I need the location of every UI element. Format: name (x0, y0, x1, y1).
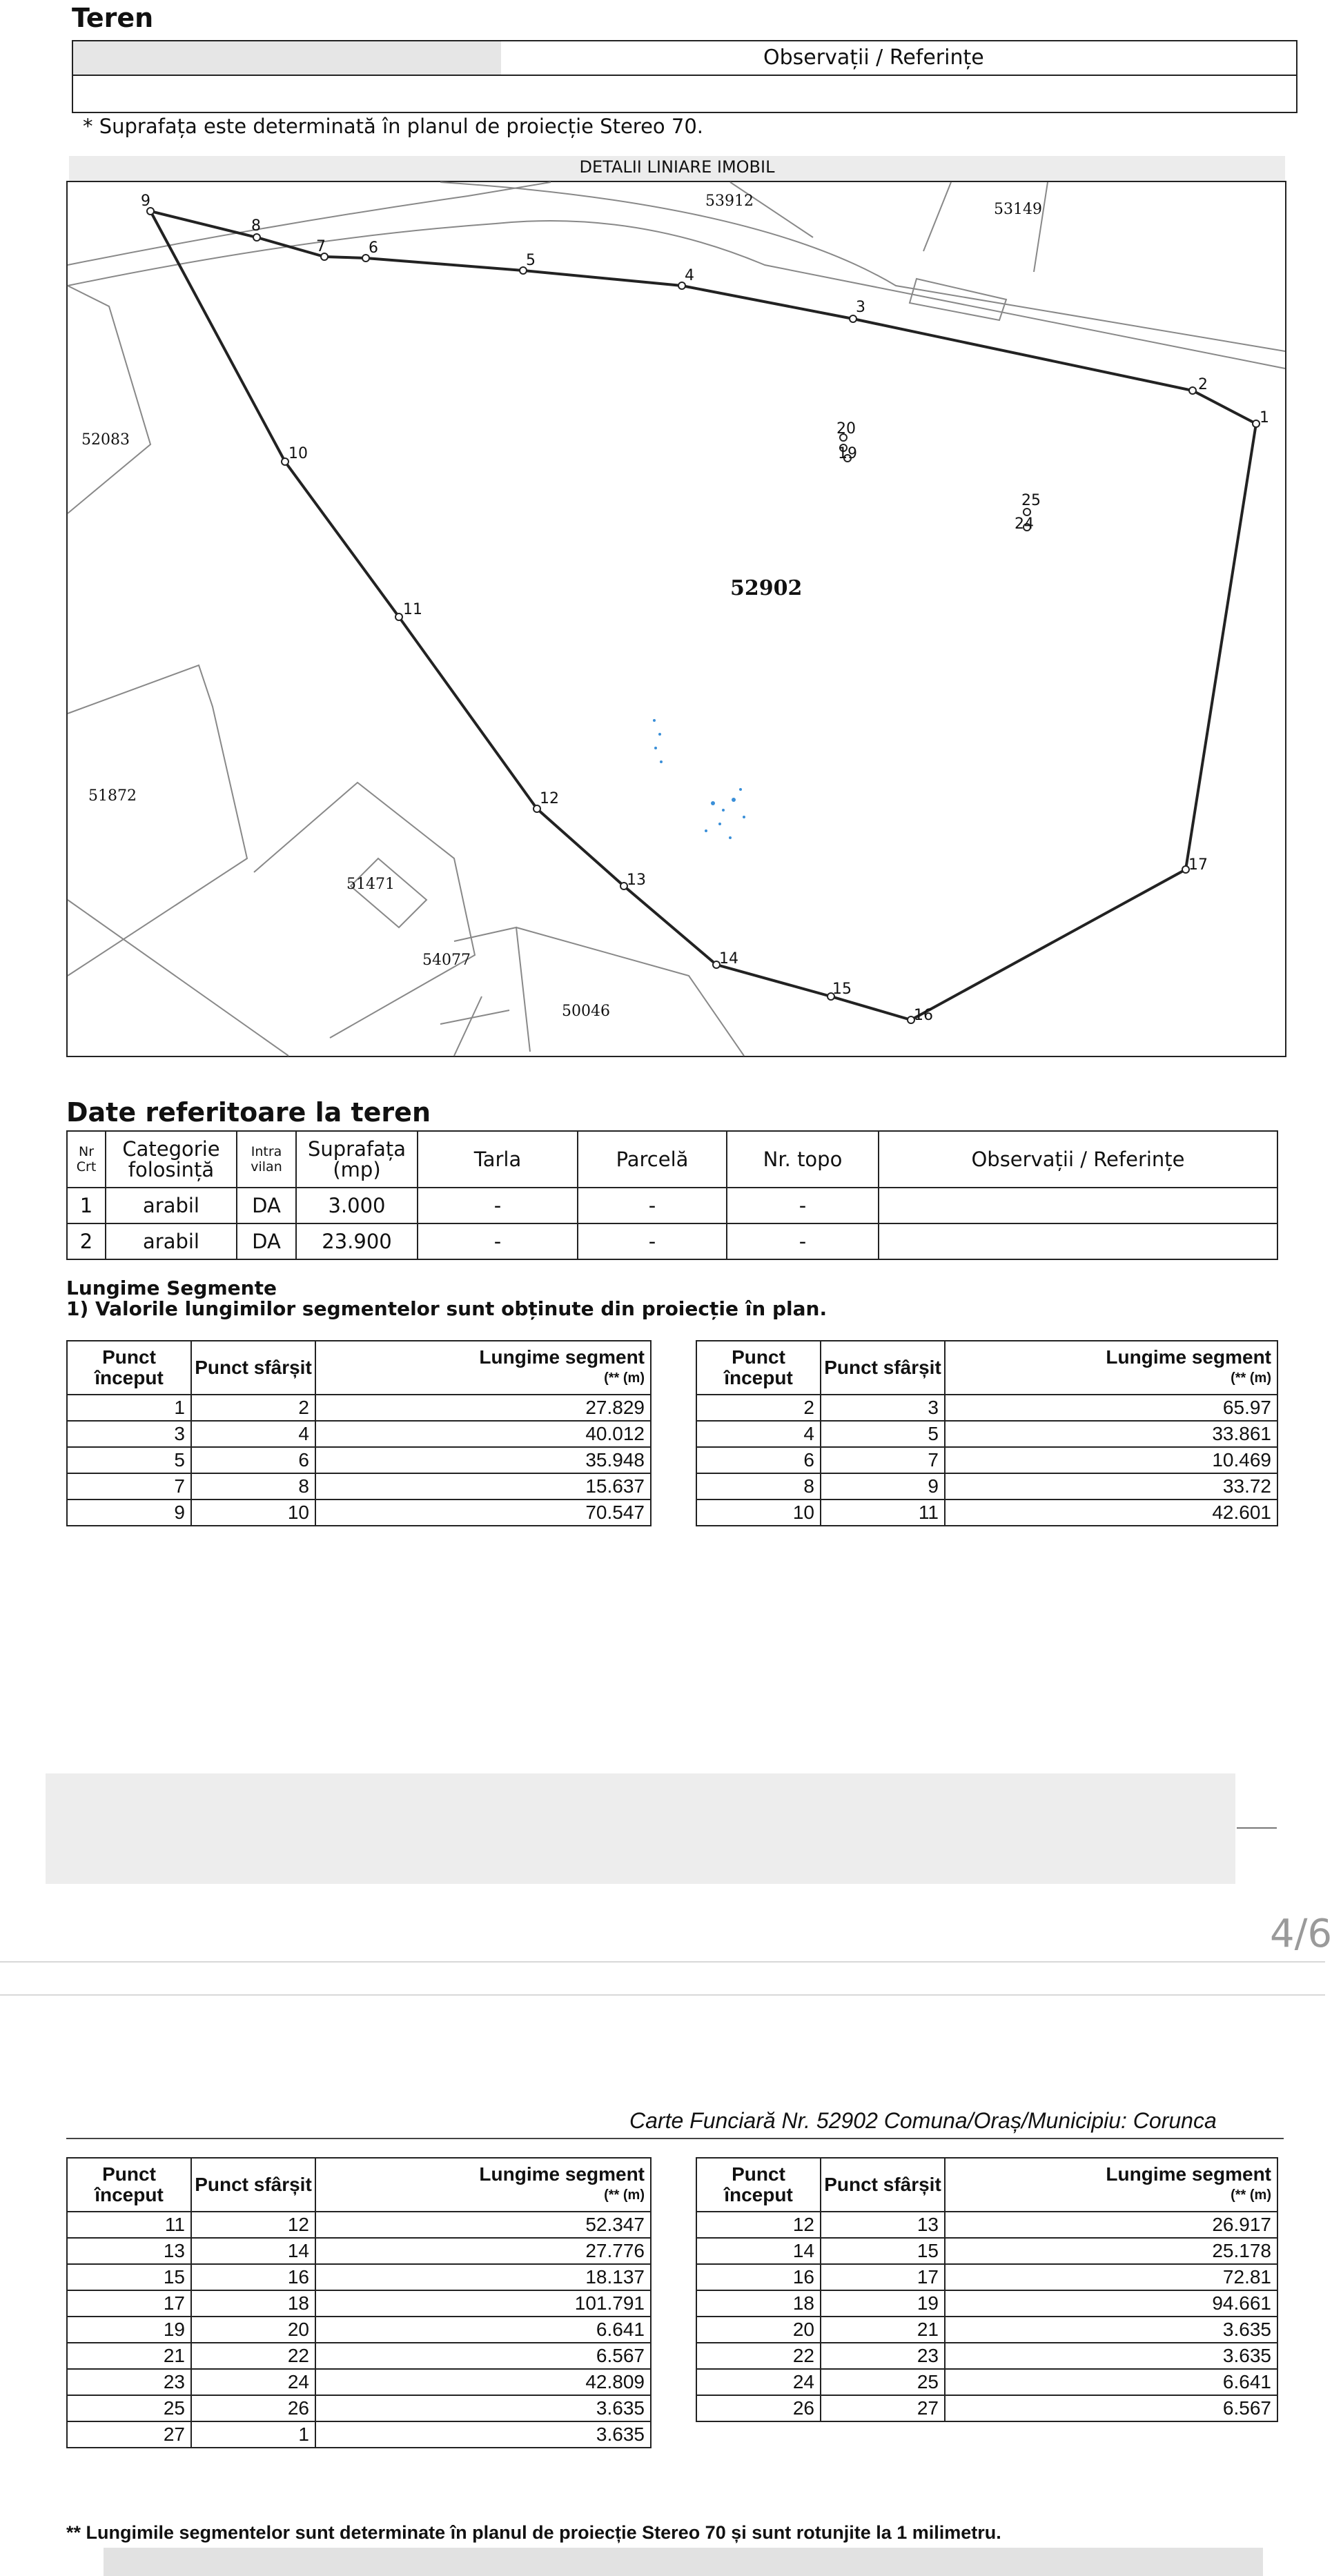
table-row (67, 2343, 651, 2369)
observatii-value-box (72, 76, 1297, 113)
table-row (696, 2238, 1277, 2264)
cell-nr-topo: - (727, 1223, 879, 1259)
cell-start: 17 (67, 2290, 191, 2317)
segments-title (66, 1278, 827, 1319)
redacted-footer (104, 2548, 1263, 2576)
cell-end: 4 (191, 1421, 315, 1447)
neighbor-50046: 50046 (562, 1003, 610, 1020)
cell-length: 3.635 (315, 2421, 651, 2448)
cell-observatii (879, 1188, 1277, 1223)
segments-table-p1-left (66, 1340, 652, 1526)
th-end: Punct sfârșit (191, 1341, 315, 1395)
cell-end: 7 (821, 1447, 945, 1473)
cell-end: 17 (821, 2264, 945, 2290)
table-row (67, 2317, 651, 2343)
cell-length: 10.469 (945, 1447, 1277, 1473)
cell-start: 23 (67, 2369, 191, 2395)
observatii-header-box (72, 40, 1297, 76)
point-label-6: 6 (369, 239, 378, 257)
page-number: 4/6 (1270, 1911, 1332, 1956)
table-header-row (67, 1131, 1277, 1188)
cell-intravilan: DA (237, 1188, 296, 1223)
cell-length: 35.948 (315, 1447, 651, 1473)
cell-start: 22 (696, 2343, 821, 2369)
table-header-row (696, 1341, 1277, 1395)
neighbor-53149: 53149 (994, 201, 1042, 218)
cell-length: 27.829 (315, 1395, 651, 1421)
cell-start: 24 (696, 2369, 821, 2395)
cell-length: 15.637 (315, 1473, 651, 1500)
table-row (696, 2343, 1277, 2369)
cell-length: 6.567 (945, 2395, 1277, 2421)
cell-tarla: - (418, 1188, 578, 1223)
th-length (315, 1341, 651, 1395)
segments-table-p2-right (696, 2157, 1278, 2422)
cell-categorie: arabil (106, 1188, 237, 1223)
cell-end: 8 (191, 1473, 315, 1500)
signature-line (1237, 1827, 1277, 1829)
point-label-15: 15 (832, 981, 852, 998)
point-label-4: 4 (685, 267, 694, 284)
point-label-10: 10 (288, 445, 308, 462)
th-length-label: Lungime segment (1106, 1346, 1271, 1368)
cell-end: 27 (821, 2395, 945, 2421)
header-rule (66, 2138, 1284, 2139)
table-header-row (67, 1341, 651, 1395)
th-length-unit: (** (m) (1231, 2187, 1271, 2203)
land-data-title: Date referitoare la teren (66, 1097, 431, 1128)
cell-end: 21 (821, 2317, 945, 2343)
cell-length: 3.635 (945, 2343, 1277, 2369)
cell-start: 10 (696, 1500, 821, 1526)
parcel-number: 52902 (730, 576, 803, 600)
cell-start: 25 (67, 2395, 191, 2421)
point-label-12: 12 (540, 790, 559, 807)
col-suprafata: Suprafața (mp) (296, 1131, 418, 1188)
cell-parcela: - (578, 1223, 727, 1259)
surface-footnote: * Suprafața este determinată în planul de proiecție Stereo 70. (83, 115, 704, 138)
cell-length: 33.72 (945, 1473, 1277, 1500)
cell-end: 13 (821, 2212, 945, 2238)
cell-length: 94.661 (945, 2290, 1277, 2317)
cadastral-map (66, 181, 1286, 1057)
cell-end: 25 (821, 2369, 945, 2395)
table-row (696, 1500, 1277, 1526)
th-length-label: Lungime segment (1106, 2163, 1271, 2185)
table-row (696, 1473, 1277, 1500)
section-title: Teren (72, 3, 154, 33)
table-row (696, 2264, 1277, 2290)
table-row (67, 2395, 651, 2421)
cell-start: 4 (696, 1421, 821, 1447)
cell-end: 23 (821, 2343, 945, 2369)
th-length (945, 1341, 1277, 1395)
point-label-25: 25 (1021, 492, 1041, 509)
table-row (67, 1223, 1277, 1259)
point-label-9: 9 (141, 193, 150, 210)
table-row (67, 2212, 651, 2238)
th-end: Punct sfârșit (821, 2158, 945, 2212)
table-row (67, 2369, 651, 2395)
table-row (67, 2421, 651, 2448)
point-label-20: 20 (836, 420, 856, 437)
table-row (696, 2212, 1277, 2238)
col-nr: Nr Crt (67, 1131, 106, 1188)
map-title: DETALII LINIARE IMOBIL (579, 157, 775, 177)
cell-length: 33.861 (945, 1421, 1277, 1447)
cell-start: 19 (67, 2317, 191, 2343)
table-row (67, 2290, 651, 2317)
point-label-17: 17 (1188, 856, 1208, 874)
cell-length: 3.635 (315, 2395, 651, 2421)
cell-end: 19 (821, 2290, 945, 2317)
point-label-8: 8 (251, 217, 261, 235)
cell-length: 6.641 (315, 2317, 651, 2343)
cell-start: 13 (67, 2238, 191, 2264)
cell-end: 10 (191, 1500, 315, 1526)
observatii-header: Observații / Referințe (763, 46, 984, 70)
cell-length: 26.917 (945, 2212, 1277, 2238)
table-row (67, 2264, 651, 2290)
cell-end: 6 (191, 1447, 315, 1473)
segments-heading: Lungime Segmente (66, 1277, 277, 1299)
cell-suprafata: 3.000 (296, 1188, 418, 1223)
th-start: Punct început (696, 1341, 821, 1395)
cell-intravilan: DA (237, 1223, 296, 1259)
th-length-unit: (** (m) (604, 1370, 645, 1386)
cell-end: 11 (821, 1500, 945, 1526)
cell-nr: 1 (67, 1188, 106, 1223)
point-label-2: 2 (1198, 376, 1208, 393)
point-label-14: 14 (719, 950, 738, 967)
neighbor-51872: 51872 (88, 787, 137, 805)
cell-start: 14 (696, 2238, 821, 2264)
table-row (696, 2290, 1277, 2317)
table-header-row (67, 2158, 651, 2212)
land-data-table (66, 1130, 1278, 1260)
point-label-19: 19 (838, 445, 857, 462)
table-row (696, 2395, 1277, 2421)
cell-start: 6 (696, 1447, 821, 1473)
parcel-plan (68, 182, 1285, 1056)
th-length-label: Lungime segment (479, 2163, 645, 2185)
cell-length: 18.137 (315, 2264, 651, 2290)
cell-start: 9 (67, 1500, 191, 1526)
neighbor-54077: 54077 (422, 952, 471, 969)
neighbor-52083: 52083 (81, 431, 130, 449)
page-divider (0, 1961, 1325, 1963)
point-label-16: 16 (914, 1007, 933, 1024)
cell-start: 26 (696, 2395, 821, 2421)
cell-start: 3 (67, 1421, 191, 1447)
cell-end: 2 (191, 1395, 315, 1421)
col-observatii: Observații / Referințe (879, 1131, 1277, 1188)
cell-length: 52.347 (315, 2212, 651, 2238)
cell-categorie: arabil (106, 1223, 237, 1259)
neighbor-53912: 53912 (705, 193, 754, 210)
table-row (67, 1500, 651, 1526)
table-row (696, 1421, 1277, 1447)
col-categorie: Categorie folosință (106, 1131, 237, 1188)
table-row (67, 1473, 651, 1500)
cell-observatii (879, 1223, 1277, 1259)
redacted-area (73, 41, 501, 75)
table-row (67, 1447, 651, 1473)
point-label-11: 11 (403, 601, 422, 618)
segments-table-p1-right (696, 1340, 1278, 1526)
cell-length: 6.641 (945, 2369, 1277, 2395)
point-label-13: 13 (627, 872, 646, 889)
point-label-24: 24 (1015, 515, 1034, 533)
cell-start: 27 (67, 2421, 191, 2448)
cell-start: 12 (696, 2212, 821, 2238)
th-length (945, 2158, 1277, 2212)
ink-speckles (653, 719, 745, 839)
th-start: Punct început (696, 2158, 821, 2212)
cell-nr: 2 (67, 1223, 106, 1259)
col-nr-topo: Nr. topo (727, 1131, 879, 1188)
cell-end: 5 (821, 1421, 945, 1447)
cell-length: 6.567 (315, 2343, 651, 2369)
cell-end: 14 (191, 2238, 315, 2264)
table-row (696, 2317, 1277, 2343)
cell-end: 1 (191, 2421, 315, 2448)
cell-start: 2 (696, 1395, 821, 1421)
table-row (696, 1447, 1277, 1473)
cell-start: 20 (696, 2317, 821, 2343)
cell-start: 7 (67, 1473, 191, 1500)
col-intravilan: Intra vilan (237, 1131, 296, 1188)
point-label-5: 5 (526, 252, 536, 269)
cell-end: 20 (191, 2317, 315, 2343)
table-row (696, 2369, 1277, 2395)
cell-length: 70.547 (315, 1500, 651, 1526)
neighbor-51471: 51471 (346, 876, 395, 893)
cell-start: 1 (67, 1395, 191, 1421)
th-length (315, 2158, 651, 2212)
th-start: Punct început (67, 2158, 191, 2212)
table-row (67, 1188, 1277, 1223)
cell-length: 3.635 (945, 2317, 1277, 2343)
table-row (67, 2238, 651, 2264)
page-divider (0, 1994, 1325, 1996)
cell-end: 3 (821, 1395, 945, 1421)
cell-start: 18 (696, 2290, 821, 2317)
cell-nr-topo: - (727, 1188, 879, 1223)
cell-start: 21 (67, 2343, 191, 2369)
table-row (67, 1395, 651, 1421)
cell-length: 65.97 (945, 1395, 1277, 1421)
point-label-3: 3 (856, 299, 865, 316)
cell-start: 5 (67, 1447, 191, 1473)
cf-header: Carte Funciară Nr. 52902 Comuna/Oraș/Municipiu: Corunca (629, 2108, 1217, 2133)
cell-start: 15 (67, 2264, 191, 2290)
cell-end: 18 (191, 2290, 315, 2317)
cell-tarla: - (418, 1223, 578, 1259)
length-footnote: ** Lungimile segmentelor sunt determinate în planul de proiecție Stereo 70 și sunt rotunjite la 1 milimetru. (66, 2522, 1001, 2543)
cell-length: 27.776 (315, 2238, 651, 2264)
cell-length: 72.81 (945, 2264, 1277, 2290)
point-label-7: 7 (316, 238, 326, 255)
point-label-1: 1 (1260, 409, 1269, 426)
th-length-label: Lungime segment (479, 1346, 645, 1368)
col-parcela: Parcelă (578, 1131, 727, 1188)
th-length-unit: (** (m) (604, 2187, 645, 2203)
cell-length: 25.178 (945, 2238, 1277, 2264)
parcel-boundary (150, 211, 1256, 1020)
th-end: Punct sfârșit (821, 1341, 945, 1395)
table-row (696, 1395, 1277, 1421)
segments-subtitle: 1) Valorile lungimilor segmentelor sunt obținute din proiecție în plan. (66, 1297, 827, 1320)
cell-length: 42.809 (315, 2369, 651, 2395)
cell-length: 101.791 (315, 2290, 651, 2317)
table-row (67, 1421, 651, 1447)
cell-suprafata: 23.900 (296, 1223, 418, 1259)
cell-start: 11 (67, 2212, 191, 2238)
segments-table-p2-left (66, 2157, 652, 2448)
cell-end: 15 (821, 2238, 945, 2264)
cell-end: 22 (191, 2343, 315, 2369)
cell-end: 26 (191, 2395, 315, 2421)
col-tarla: Tarla (418, 1131, 578, 1188)
cell-end: 9 (821, 1473, 945, 1500)
cell-length: 42.601 (945, 1500, 1277, 1526)
table-header-row (696, 2158, 1277, 2212)
cell-length: 40.012 (315, 1421, 651, 1447)
th-length-unit: (** (m) (1231, 1370, 1271, 1386)
th-end: Punct sfârșit (191, 2158, 315, 2212)
cell-end: 16 (191, 2264, 315, 2290)
th-start: Punct început (67, 1341, 191, 1395)
cell-end: 12 (191, 2212, 315, 2238)
redacted-band (46, 1773, 1235, 1884)
cell-parcela: - (578, 1188, 727, 1223)
cell-end: 24 (191, 2369, 315, 2395)
cell-start: 8 (696, 1473, 821, 1500)
cell-start: 16 (696, 2264, 821, 2290)
